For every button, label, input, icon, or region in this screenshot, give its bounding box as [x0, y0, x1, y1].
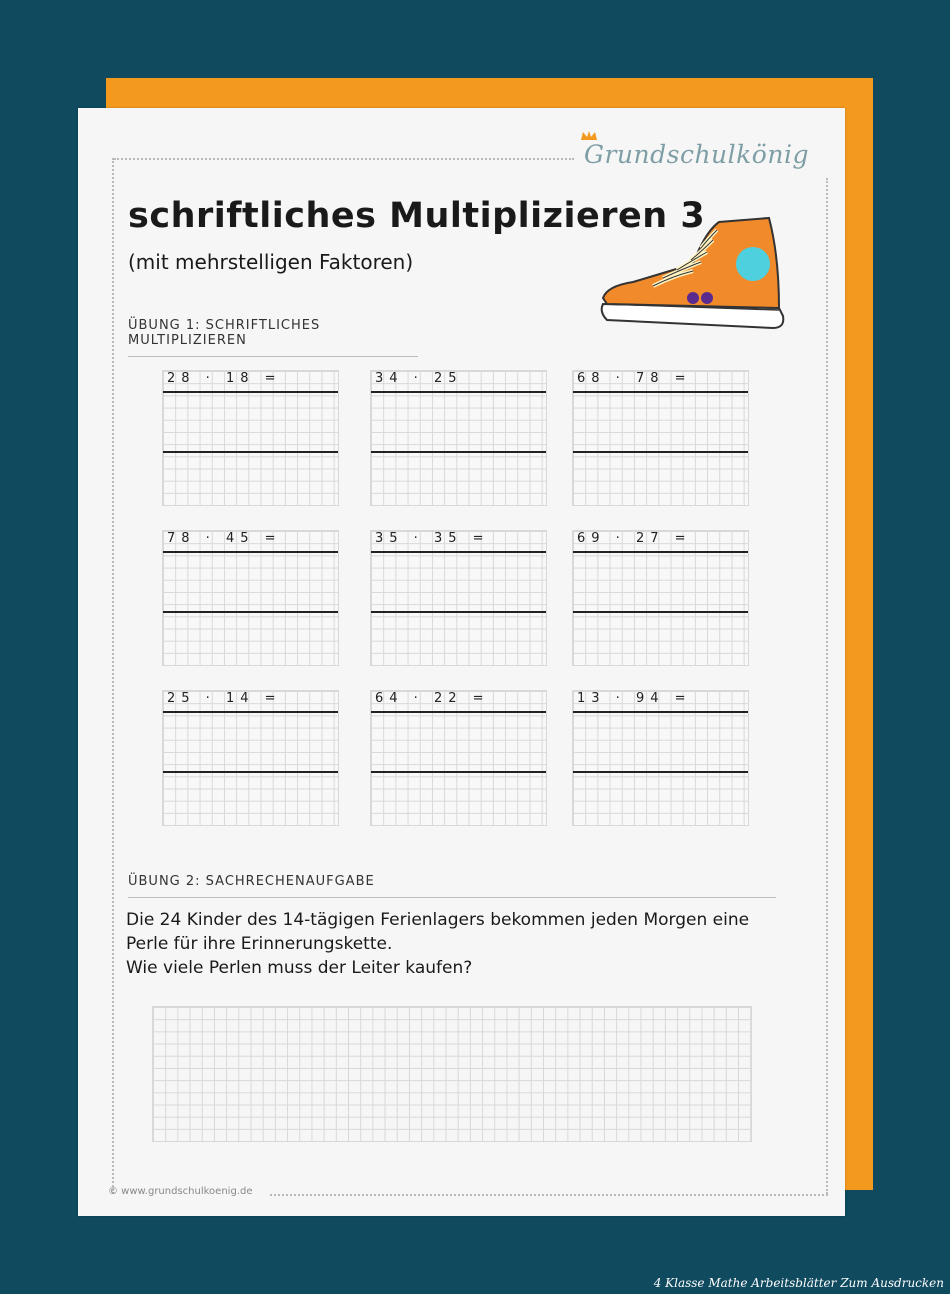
rule-line — [163, 711, 338, 713]
task-equation: 28 · 18 = — [167, 371, 282, 386]
problem-line: Die 24 Kinder des 14-tägigen Ferienlagers bekommen jeden Morgen eine — [126, 910, 750, 930]
multiplication-grid[interactable] — [370, 370, 547, 506]
rule-line — [573, 391, 748, 393]
answer-grid[interactable] — [152, 1006, 752, 1142]
dotted-border-bottom — [270, 1194, 828, 1196]
rule-line — [163, 551, 338, 553]
task-equation: 64 · 22 = — [375, 691, 490, 706]
sneaker-illustration — [593, 216, 793, 336]
word-problem — [126, 908, 766, 980]
worksheet-page — [78, 108, 845, 1216]
multiplication-grid[interactable] — [572, 690, 749, 826]
task-equation: 25 · 14 = — [167, 691, 282, 706]
rule-line — [371, 711, 546, 713]
rule-line — [163, 451, 338, 453]
rule-line — [371, 611, 546, 613]
multiplication-grid[interactable] — [162, 370, 339, 506]
rule-line — [573, 451, 748, 453]
exercise1-heading: ÜBUNG 1: SCHRIFTLICHES MULTIPLIZIEREN — [128, 318, 418, 357]
dotted-border-right — [826, 178, 828, 1194]
problem-line: Perle für ihre Erinnerungskette. — [126, 934, 393, 954]
rule-line — [163, 391, 338, 393]
task-equation: 35 · 35 = — [375, 531, 490, 546]
rule-line — [371, 451, 546, 453]
page-title: schriftliches Multiplizieren 3 — [128, 196, 706, 236]
rule-line — [573, 771, 748, 773]
multiplication-grid[interactable] — [370, 530, 547, 666]
image-caption: 4 Klasse Mathe Arbeitsblätter Zum Ausdrucken — [653, 1276, 944, 1290]
task-equation: 78 · 45 = — [167, 531, 282, 546]
rule-line — [573, 711, 748, 713]
multiplication-grid[interactable] — [162, 690, 339, 826]
brand-logo: Grundschulkönig — [584, 140, 809, 169]
task-equation: 13 · 94 = — [577, 691, 692, 706]
multiplication-grid[interactable] — [370, 690, 547, 826]
rule-line — [163, 611, 338, 613]
multiplication-grid[interactable] — [162, 530, 339, 666]
task-equation: 69 · 27 = — [577, 531, 692, 546]
footer-url: © www.grundschulkoenig.de — [108, 1186, 253, 1197]
rule-line — [573, 551, 748, 553]
page-subtitle: (mit mehrstelligen Faktoren) — [128, 250, 414, 274]
dotted-border-top — [114, 158, 574, 160]
task-equation: 68 · 78 = — [577, 371, 692, 386]
rule-line — [573, 611, 748, 613]
problem-line: Wie viele Perlen muss der Leiter kaufen? — [126, 958, 473, 978]
rule-line — [371, 771, 546, 773]
multiplication-grid[interactable] — [572, 530, 749, 666]
dotted-border-left — [112, 158, 114, 1194]
task-equation: 34 · 25 — [375, 371, 463, 386]
rule-line — [371, 391, 546, 393]
exercise2-heading: ÜBUNG 2: SACHRECHENAUFGABE — [128, 874, 776, 898]
multiplication-grid[interactable] — [572, 370, 749, 506]
rule-line — [163, 771, 338, 773]
rule-line — [371, 551, 546, 553]
